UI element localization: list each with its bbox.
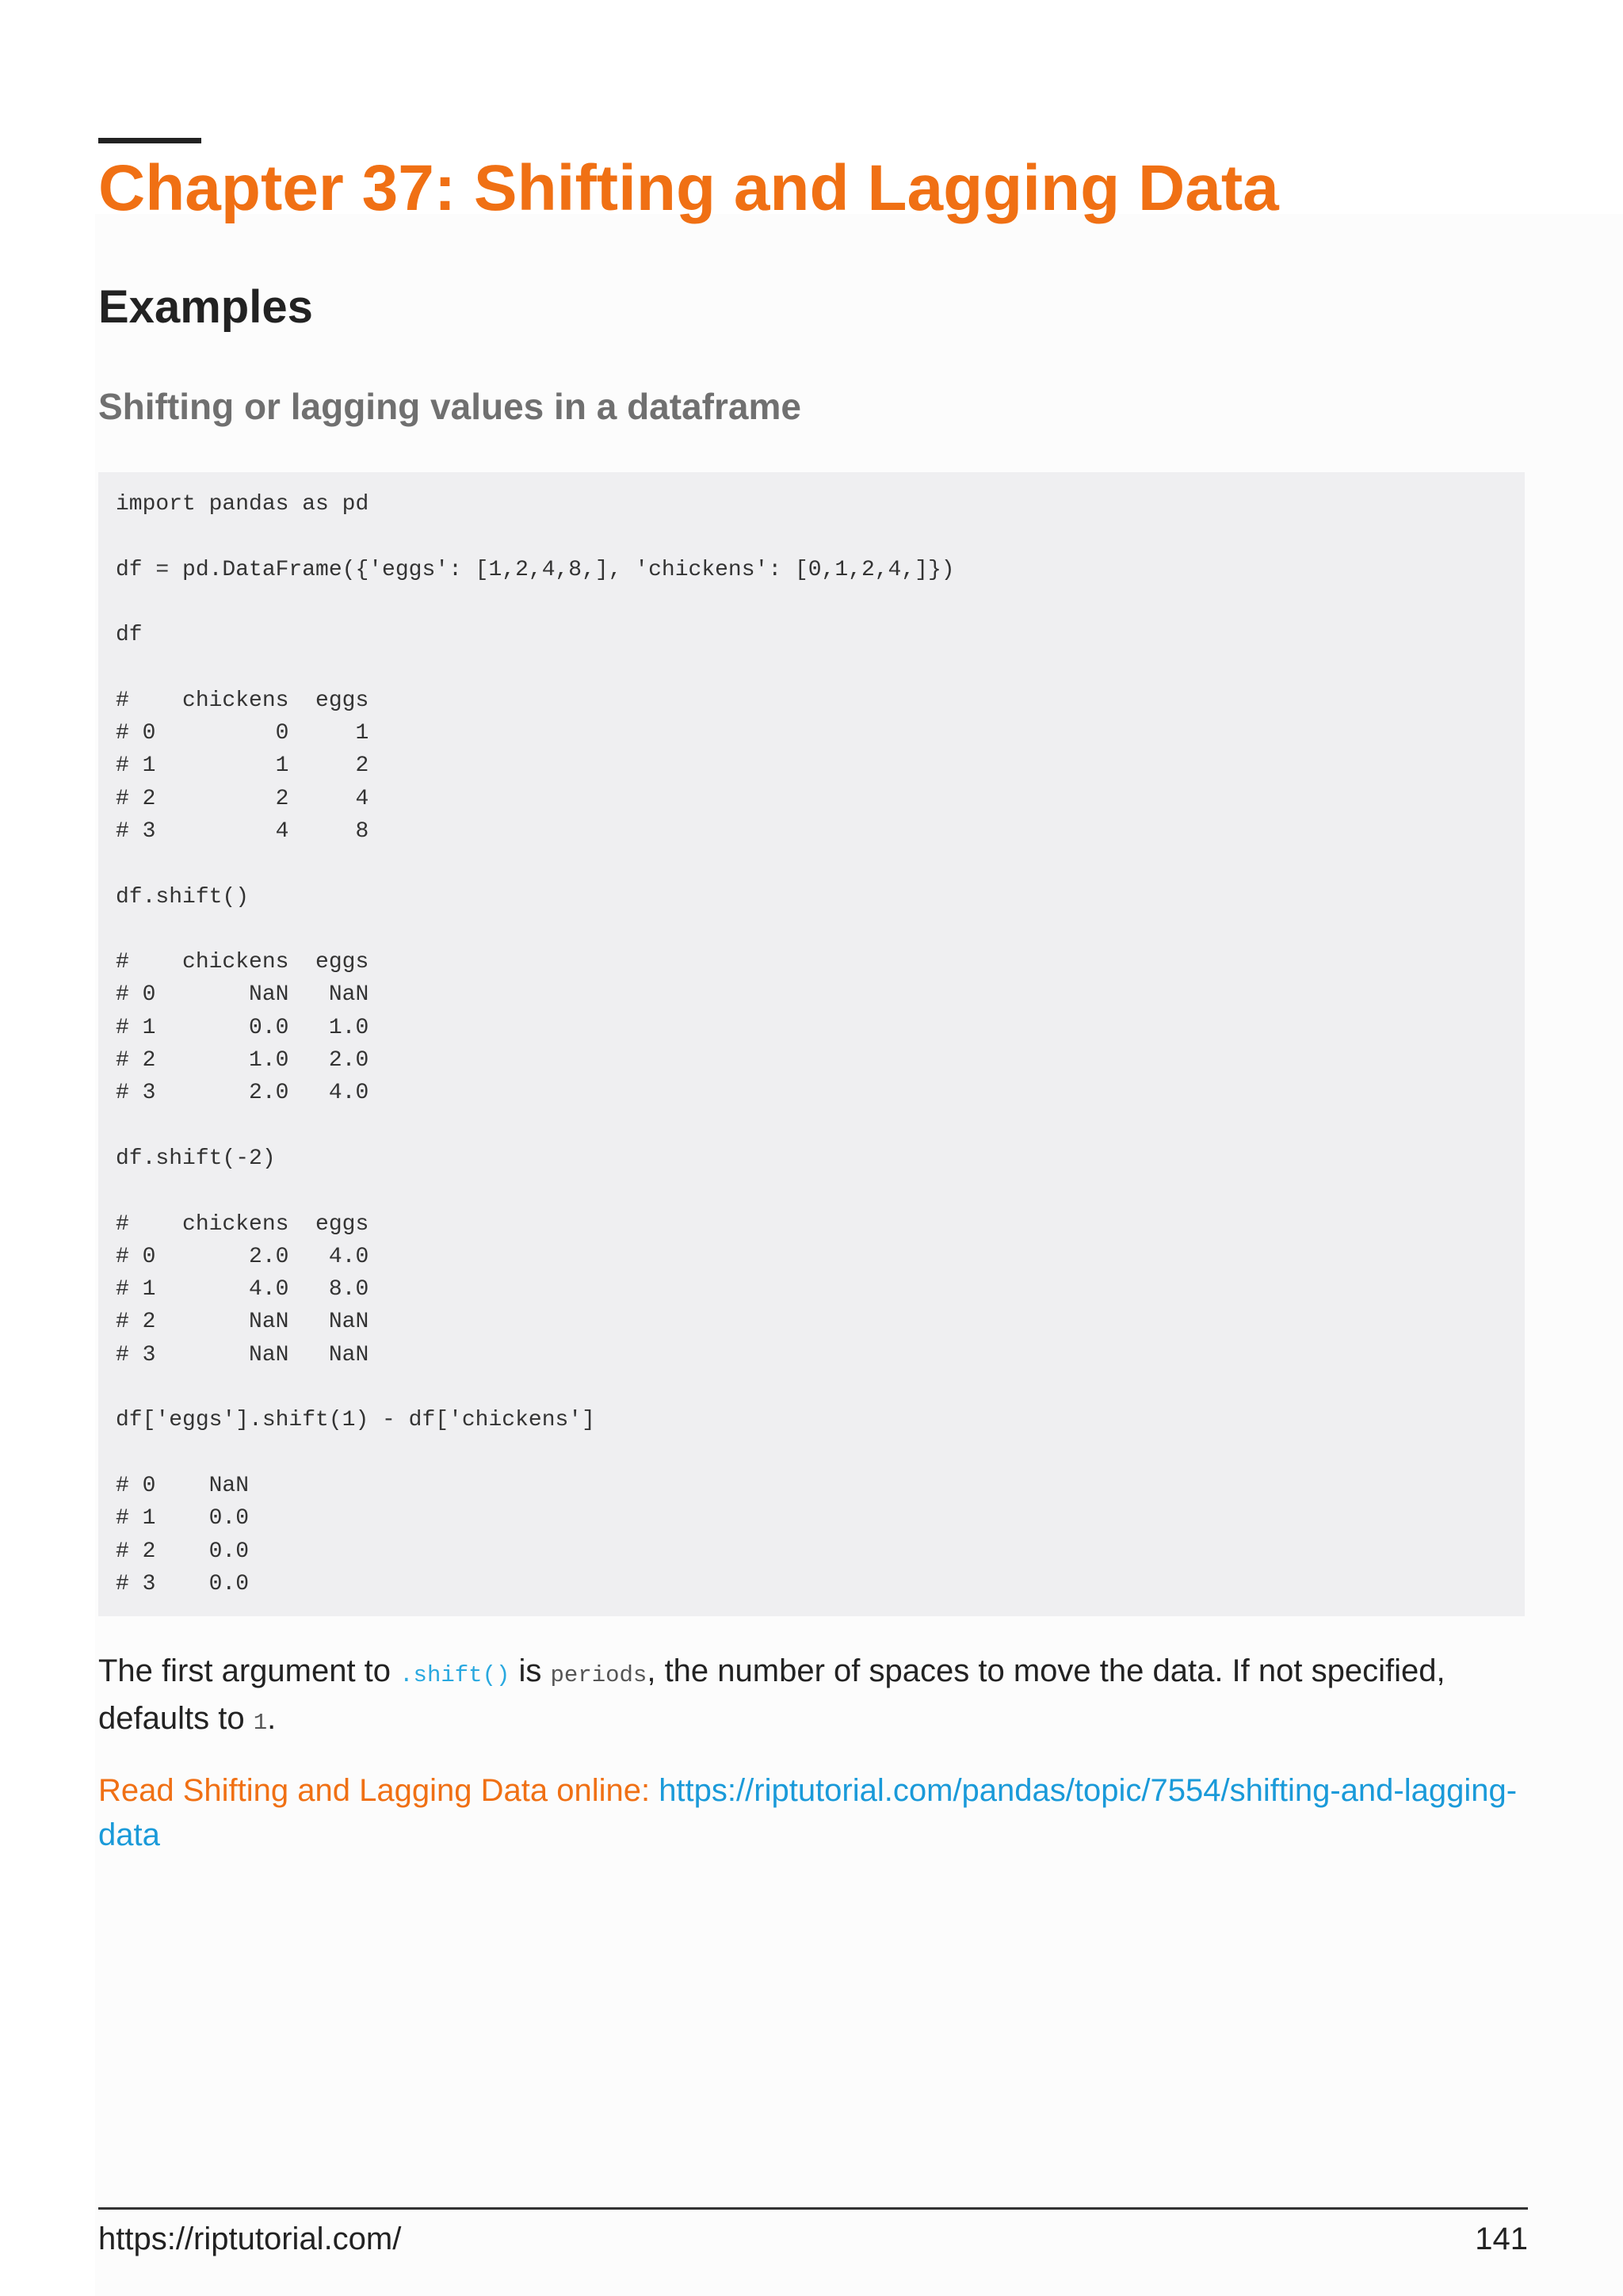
code-block [98,472,1525,1616]
code-line: df['eggs'].shift(1) - df['chickens'] [116,1408,595,1433]
code-line: # 1 4.0 8.0 [116,1277,369,1302]
code-line [116,1371,1507,1404]
paragraph-text: The first argument to [98,1653,400,1688]
paragraph-text: is [510,1653,551,1688]
code-line [116,586,1507,619]
code-line: # 3 4 8 [116,818,369,844]
chapter-title: Chapter 37: Shifting and Lagging Data [98,152,1279,224]
chapter-rule [98,138,201,143]
code-line: # chickens eggs [116,688,369,713]
code-line: # 2 2 4 [116,786,369,811]
read-online-label: Read Shifting and Lagging Data online: [98,1773,659,1808]
code-line: # 2 1.0 2.0 [116,1048,369,1074]
code-line: import pandas as pd [116,492,369,517]
page-number: 141 [1475,2222,1528,2256]
example-heading: Shifting or lagging values in a dataframe [98,386,801,427]
code-line: # 0 NaN NaN [116,982,369,1008]
inline-code-periods: periods [550,1662,647,1688]
code-line [116,521,1507,553]
code-line: # 0 2.0 4.0 [116,1244,369,1269]
code-line [116,848,1507,880]
code-line: # 0 0 1 [116,721,369,746]
code-line: # 1 1 2 [116,753,369,779]
body-paragraph [98,1650,1533,1745]
read-online [98,1768,1533,1857]
inline-code-shift: .shift() [399,1662,510,1688]
code-line: # 3 2.0 4.0 [116,1081,369,1106]
footer-site: https://riptutorial.com/ [98,2222,402,2256]
code-line: # chickens eggs [116,950,369,975]
footer-rule [98,2207,1528,2210]
code-line: # 1 0.0 [116,1506,250,1531]
code-line: # 2 NaN NaN [116,1310,369,1335]
code-line: df [116,623,143,648]
code-line: df.shift() [116,884,250,910]
section-heading: Examples [98,281,313,333]
code-line: # 3 NaN NaN [116,1342,369,1367]
code-line: # 1 0.0 1.0 [116,1015,369,1040]
paragraph-text: , the number of spaces to move the data. If not specified, defaults to [98,1653,1445,1736]
read-online-link[interactable]: https://riptutorial.com/pandas/topic/7554/shifting-and-lagging-data [98,1773,1518,1852]
code-line: # 3 0.0 [116,1571,250,1596]
paragraph-text: . [267,1701,277,1736]
code-line: # 2 0.0 [116,1539,250,1564]
code-line [116,1110,1507,1142]
code-line [116,651,1507,684]
code-line [116,1437,1507,1470]
code-line [116,913,1507,946]
code-line: df.shift(-2) [116,1146,276,1171]
code-line: # 0 NaN [116,1473,250,1498]
code-line: df = pd.DataFrame({'eggs': [1,2,4,8,], 'chickens': [0,1,2,4,]}) [116,557,955,582]
code-line: # chickens eggs [116,1211,369,1237]
code-line [116,1175,1507,1207]
inline-code-default: 1 [253,1710,268,1736]
